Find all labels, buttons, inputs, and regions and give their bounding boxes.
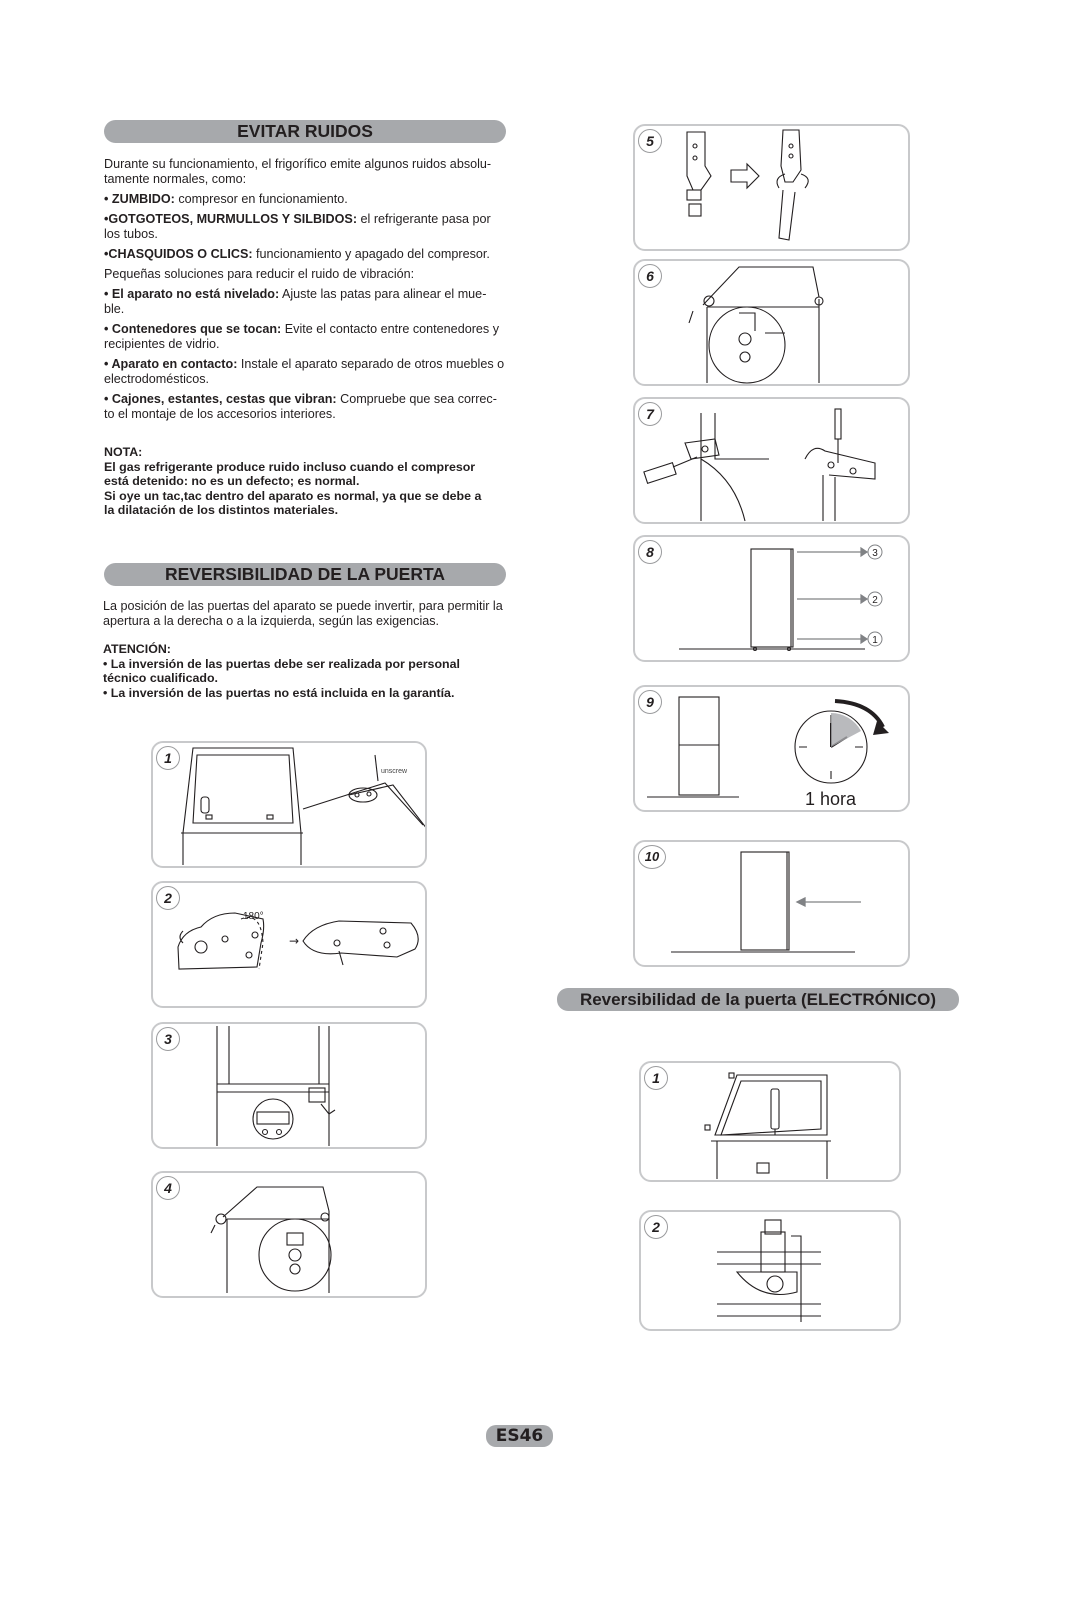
step-8-panel [633,535,910,662]
electronic-step-1-illustration [641,1063,899,1180]
page-number-badge: ES46 [486,1425,553,1447]
step-4-panel [151,1171,427,1298]
svg-text:2: 2 [872,595,878,606]
step-5-illustration [635,126,908,249]
electronic-step-2-panel [639,1210,901,1331]
attention-line: • La inversión de las puertas debe ser realizada por personal [103,656,460,671]
noise-item: •GOTGOTEOS, MURMULLOS Y SILBIDOS: el refrigerante pasa por los tubos. [104,212,491,241]
noise-item: •CHASQUIDOS O CLICS: funcionamiento y apagado del compresor. [104,247,490,261]
svg-text:→: → [289,934,300,948]
step-10-illustration [635,842,908,965]
attention-line: técnico cualificado. [103,671,218,685]
section-title-door: REVERSIBILIDAD DE LA PUERTA [104,563,506,586]
svg-text:3: 3 [872,548,878,559]
solutions-intro: Pequeñas soluciones para reducir el ruido de vibración: [104,267,415,281]
solution-item: • Aparato en contacto: Instale el aparato separado de otros muebles o electrodomésticos. [104,357,505,386]
section-title-noise: EVITAR RUIDOS [104,120,506,143]
step-6-panel [633,259,910,386]
note-line: la dilatación de los distintos materiales. [104,503,339,517]
step-number: 4 [156,1176,180,1200]
note-line: Si oye un tac,tac dentro del aparato es normal, ya que se debe a [104,488,482,503]
solution-item: • El aparato no está nivelado: Ajuste las patas para alinear el mue-ble. [104,287,487,316]
step-1-illustration [153,743,425,866]
duration-caption: 1 hora [805,789,857,809]
step-10-panel [633,840,910,967]
step-number: 1 [644,1066,668,1090]
solution-item: • Cajones, estantes, cestas que vibran: Compruebe que sea correc-to el montaje de los accesorios interiores. [104,392,497,421]
step-7-panel [633,397,910,524]
section-title-electronic: Reversibilidad de la puerta (ELECTRÓNICO) [557,988,959,1011]
step-8-illustration [635,537,908,660]
step-4-illustration [153,1173,425,1296]
step-number: 5 [638,129,662,153]
step-number: 2 [156,886,180,910]
step-number: 10 [638,845,666,869]
step-9-panel [633,685,910,812]
note-title: NOTA: [104,445,143,459]
step-number: 1 [156,746,180,770]
note-line: El gas refrigerante produce ruido incluso cuando el compresor [104,459,476,474]
electronic-step-1-panel [639,1061,901,1182]
door-intro: La posición de las puertas del aparato se puede invertir, para permitir la apertura a la derecha o a la izquierda, según las exigencias. [103,599,503,628]
step-number: 8 [638,540,662,564]
note-line: está detenido: no es un defecto; es normal. [104,474,360,488]
step-5-panel [633,124,910,251]
svg-text:unscrew: unscrew [381,768,408,775]
step-number: 6 [638,264,662,288]
step-7-illustration [635,399,908,522]
svg-text:180°: 180° [243,911,264,922]
step-number: 3 [156,1027,180,1051]
step-3-illustration [153,1024,425,1147]
step-number: 7 [638,402,662,426]
step-1-panel [151,741,427,868]
step-2-panel [151,881,427,1008]
attention-title: ATENCIÓN: [103,642,171,656]
solution-item: • Contenedores que se tocan: Evite el contacto entre contenedores y recipientes de vidrio. [104,322,499,351]
note-block [104,445,514,518]
step-number: 9 [638,690,662,714]
step-6-illustration [635,261,908,384]
attention-block [103,642,513,700]
svg-text:1: 1 [872,635,878,646]
electronic-step-2-illustration [641,1212,899,1329]
step-number: 2 [644,1215,668,1239]
step-3-panel [151,1022,427,1149]
step-9-illustration [635,687,908,810]
noise-item: • ZUMBIDO: compresor en funcionamiento. [104,192,348,206]
attention-line: • La inversión de las puertas no está incluida en la garantía. [103,685,455,700]
noise-intro: Durante su funcionamiento, el frigorífico emite algunos ruidos absolu-tamente normales, como: [104,157,492,186]
step-2-illustration [153,883,425,1006]
